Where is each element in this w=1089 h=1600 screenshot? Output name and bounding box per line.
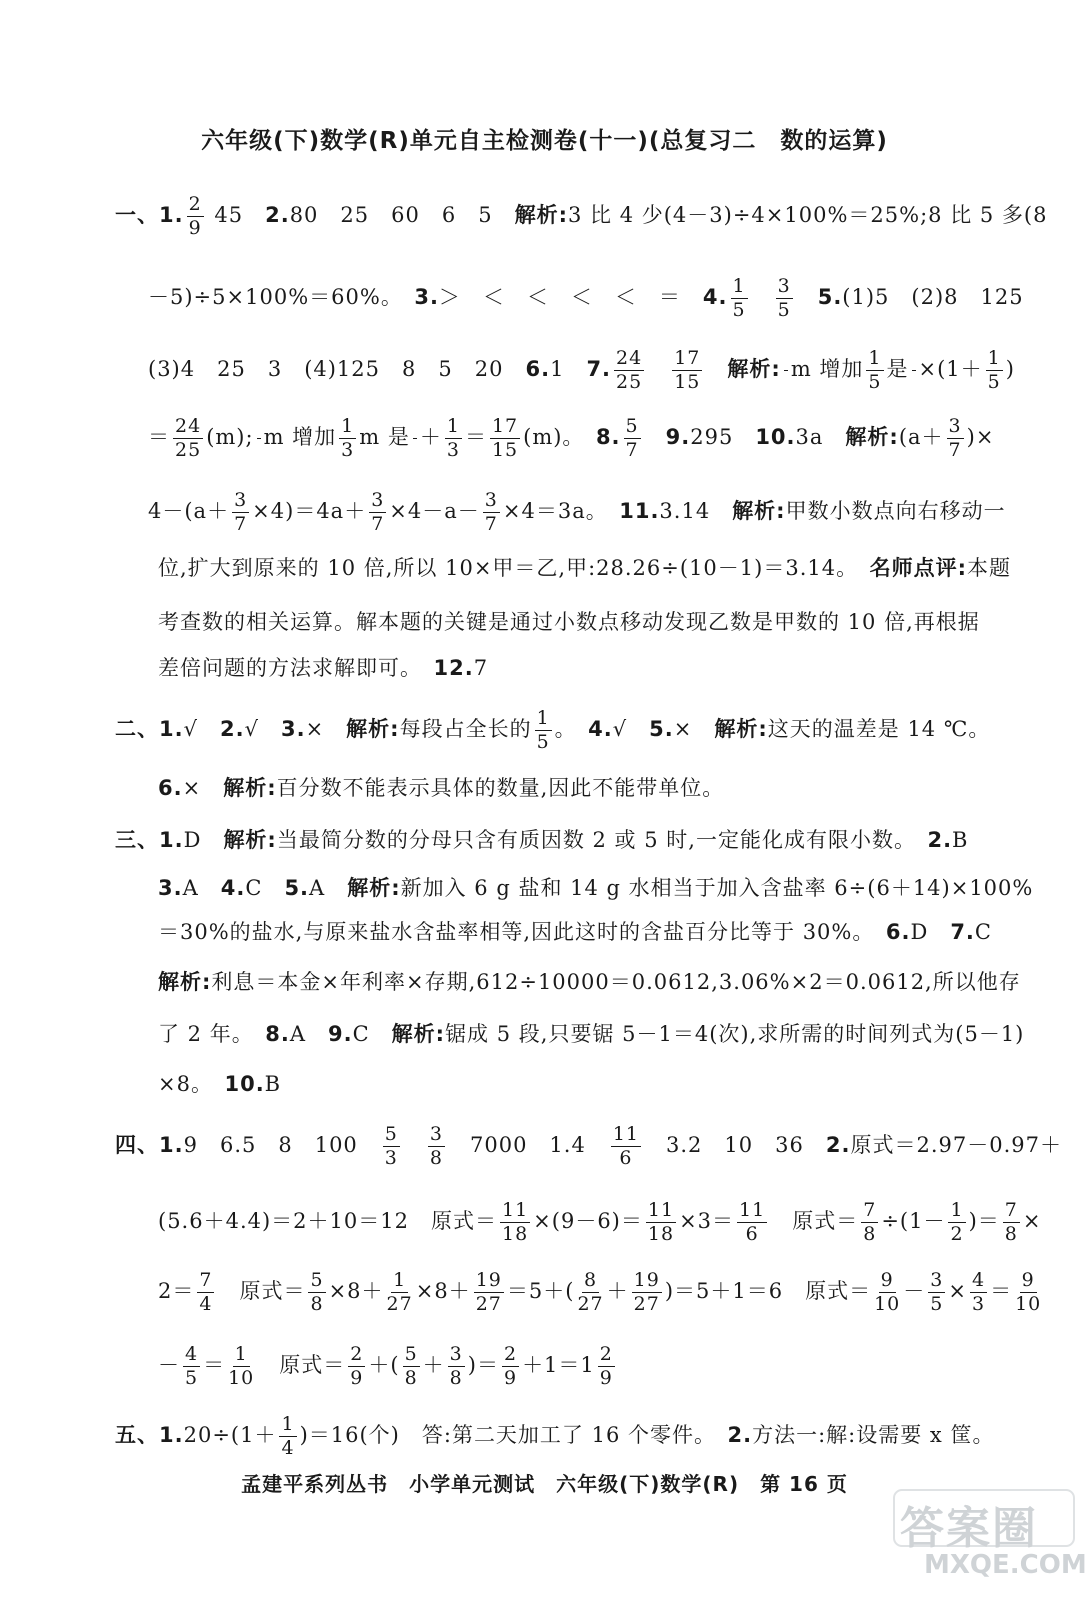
- s1-line-4: ＝ $\frac{24}{25}$ (m); m 增加 $\frac{1}{3}$ m 是 ＋ $\frac{1}{3}$ ＝ $\frac{17}{15}$ (m)。 8. $\frac{5}{7}$ 9.295 10.3a 解析:(a＋ $\frac{3}{7}$ )×: [148, 415, 995, 461]
- s4-line-4: － $\frac{4}{5}$ ＝ $\frac{1}{10}$ 原式＝ $\frac{2}{9}$ ＋( $\frac{5}{8}$ ＋ $\frac{3}{8}$ )＝ $\frac{2}{9}$ ＋1＝1 $\frac{2}{9}$: [158, 1343, 613, 1389]
- fraction: $\frac{1}{5}$: [868, 347, 882, 393]
- fraction: $\frac{1}{5}$: [987, 347, 1001, 393]
- s4-line-3: 2＝ $\frac{7}{4}$ 原式＝ $\frac{5}{8}$ ×8＋ $\frac{1}{27}$ ×8＋ $\frac{19}{27}$ ＝5＋( $\frac{8}{27}$ ＋ $\frac{19}{27}$ )＝5＋1＝6 原式＝ $\frac{9}{10}$ － $\frac{3}{5}$ × $\frac{4}{3}$ ＝ $\frac{9}{10}$: [158, 1269, 1042, 1315]
- fraction: $\frac{2}{9}$: [503, 1343, 518, 1389]
- fraction: $\frac{19}{27}$: [633, 1269, 660, 1315]
- fraction: $\frac{3}{7}$: [234, 489, 248, 535]
- s2-line-1: 二、1.√ 2.√ 3.× 解析:每段占全长的 $\frac{1}{5}$ 。 4.√ 5.× 解析:这天的温差是 14 ℃。: [115, 707, 991, 753]
- fraction: $\frac{11}{6}$: [612, 1123, 640, 1169]
- fraction: [784, 369, 788, 372]
- fraction: $\frac{1}{2}$: [950, 1199, 964, 1245]
- fraction: $\frac{5}{8}$: [310, 1269, 324, 1315]
- s3-line-2: 3.A 4.C 5.A 解析:新加入 6 g 盐和 14 g 水相当于加入含盐率 6÷(6＋14)×100%: [158, 876, 1034, 900]
- s4-line-1: 四、1.9 6.5 8 100 $\frac{5}{3}$ $\frac{3}{8}$ 7000 1.4 $\frac{11}{6}$ 3.2 10 36 2.原式＝2.97－0.97＋: [115, 1123, 1062, 1169]
- s1-line-6: 位,扩大到原来的 10 倍,所以 10×甲＝乙,甲:28.26÷(10－1)＝3.14。 名师点评:本题: [158, 556, 1012, 580]
- fraction: $\frac{11}{18}$: [647, 1199, 675, 1245]
- fraction: $\frac{2}{9}$: [599, 1343, 613, 1389]
- fraction: $\frac{5}{3}$: [384, 1123, 398, 1169]
- fraction: [912, 369, 916, 372]
- fraction: $\frac{3}{8}$: [449, 1343, 463, 1389]
- s3-line-4: 解析:利息＝本金×年利率×存期,612÷10000＝0.0612,3.06%×2＝0.0612,所以他存: [158, 970, 1021, 994]
- fraction: $\frac{3}{8}$: [429, 1123, 443, 1169]
- fraction: $\frac{9}{10}$: [1015, 1269, 1042, 1315]
- fraction: $\frac{1}{10}$: [228, 1343, 255, 1389]
- fraction: $\frac{11}{18}$: [501, 1199, 529, 1245]
- page-title: 六年级(下)数学(R)单元自主检测卷(十一)(总复习二 数的运算): [201, 128, 888, 154]
- fraction: $\frac{3}{7}$: [948, 415, 962, 461]
- s4-line-2: (5.6＋4.4)＝2＋10＝12 原式＝ $\frac{11}{18}$ ×(9－6)＝ $\frac{11}{18}$ ×3＝ $\frac{11}{6}$ 原式＝ $\frac{7}{8}$ ÷(1－ $\frac{1}{2}$ )＝ $\frac{7}{8}$ ×: [158, 1199, 1042, 1245]
- s1-line-1: 一、1. $\frac{2}{9}$ 45 2.80 25 60 6 5 解析:3 比 4 少(4－3)÷4×100%＝25%;8 比 5 多(8: [115, 193, 1048, 239]
- fraction: $\frac{3}{5}$: [777, 275, 791, 321]
- fraction: $\frac{2}{9}$: [188, 193, 202, 239]
- fraction: $\frac{4}{5}$: [185, 1343, 199, 1389]
- fraction: $\frac{24}{25}$: [175, 415, 202, 461]
- fraction: $\frac{1}{3}$: [341, 415, 355, 461]
- s1-line-7: 考查数的相关运算。解本题的关键是通过小数点移动发现乙数是甲数的 10 倍,再根据: [158, 610, 980, 634]
- s1-line-8: 差倍问题的方法求解即可。 12.7: [158, 656, 489, 680]
- fraction: $\frac{7}{4}$: [199, 1269, 213, 1315]
- s3-line-6: ×8。 10.B: [158, 1072, 282, 1096]
- watermark-site: MXQE.COM: [924, 1550, 1087, 1580]
- s3-line-1: 三、1.D 解析:当最简分数的分母只含有质因数 2 或 5 时,一定能化成有限小数。 2.B: [115, 828, 969, 852]
- s3-line-5: 了 2 年。 8.A 9.C 解析:锯成 5 段,只要锯 5－1＝4(次),求所需的时间列式为(5－1): [158, 1022, 1025, 1046]
- s2-line-2: 6.× 解析:百分数不能表示具体的数量,因此不能带单位。: [158, 776, 725, 800]
- watermark-glyphs: 答案圈: [900, 1503, 1038, 1554]
- section-5-number: 五、1.: [115, 1423, 184, 1447]
- fraction: $\frac{8}{27}$: [577, 1269, 604, 1315]
- fraction: [413, 437, 417, 440]
- page-footer: 孟建平系列丛书 小学单元测试 六年级(下)数学(R) 第 16 页: [241, 1472, 848, 1496]
- fraction: $\frac{7}{8}$: [863, 1199, 877, 1245]
- s1-line-2: －5)÷5×100%＝60%。 3.＞ ＜ ＜ ＜ ＜ ＝ 4. $\frac{1}{5}$ $\frac{3}{5}$ 5.(1)5 (2)8 125: [148, 275, 1024, 321]
- section-2-number: 二、1.: [115, 717, 184, 741]
- fraction: $\frac{3}{7}$: [484, 489, 498, 535]
- fraction: $\frac{2}{9}$: [350, 1343, 364, 1389]
- fraction: $\frac{5}{8}$: [404, 1343, 418, 1389]
- fraction: $\frac{1}{4}$: [281, 1413, 295, 1459]
- s5-line-1: 五、1.20÷(1＋ $\frac{1}{4}$ )＝16(个) 答:第二天加工了 16 个零件。 2.方法一:解:设需要 x 筐。: [115, 1413, 995, 1459]
- fraction: $\frac{17}{15}$: [491, 415, 519, 461]
- section-3-number: 三、1.: [115, 828, 184, 852]
- fraction: $\frac{1}{5}$: [536, 707, 550, 753]
- fraction: $\frac{24}{25}$: [616, 347, 643, 393]
- fraction: $\frac{17}{15}$: [674, 347, 701, 393]
- section-1-number: 一、1.: [115, 203, 184, 227]
- section-4-number: 四、1.: [115, 1133, 184, 1157]
- fraction: $\frac{4}{3}$: [971, 1269, 986, 1315]
- fraction: $\frac{7}{8}$: [1004, 1199, 1018, 1245]
- fraction: [257, 437, 261, 440]
- watermark-logo: [890, 1488, 1087, 1593]
- s3-line-3: ＝30%的盐水,与原来盐水含盐率相等,因此这时的含盐百分比等于 30%。 6.D 7.C: [158, 920, 992, 944]
- s1-line-3: (3)4 25 3 (4)125 8 5 20 6.1 7. $\frac{24}{25}$ $\frac{17}{15}$ 解析: m 增加 $\frac{1}{5}$ 是 ×(1＋ $\frac{1}{5}$ ): [148, 347, 1015, 393]
- fraction: $\frac{5}{7}$: [625, 415, 639, 461]
- fraction: $\frac{9}{10}$: [874, 1269, 901, 1315]
- fraction: $\frac{19}{27}$: [475, 1269, 502, 1315]
- fraction: $\frac{1}{27}$: [386, 1269, 413, 1315]
- fraction: $\frac{11}{6}$: [739, 1199, 766, 1245]
- fraction: $\frac{1}{3}$: [446, 415, 460, 461]
- fraction: $\frac{3}{5}$: [930, 1269, 944, 1315]
- s1-line-5: 4－(a＋ $\frac{3}{7}$ ×4)＝4a＋ $\frac{3}{7}$ ×4－a－ $\frac{3}{7}$ ×4＝3a。 11.3.14 解析:甲数小数点向右移动一: [148, 489, 1006, 535]
- fraction: $\frac{3}{7}$: [371, 489, 385, 535]
- fraction: $\frac{1}{5}$: [732, 275, 746, 321]
